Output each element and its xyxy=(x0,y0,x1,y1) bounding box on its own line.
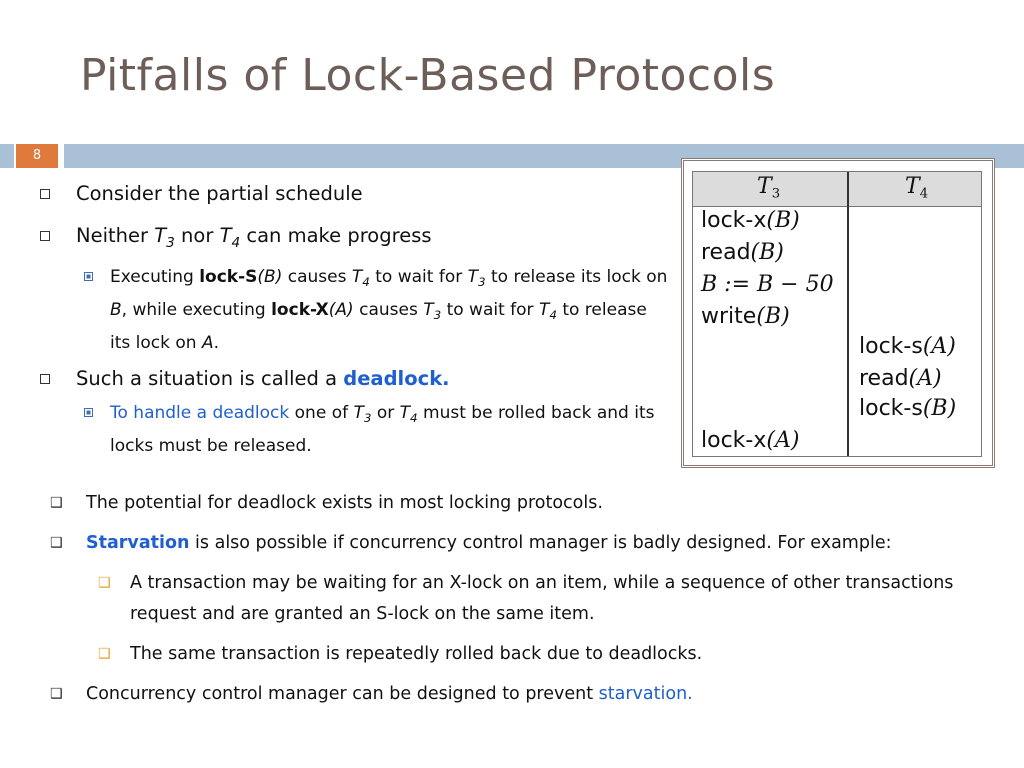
header-t4 xyxy=(905,174,928,202)
header-letter: T xyxy=(905,174,920,199)
slide-number: 8 xyxy=(16,144,58,168)
sub-3: 3 xyxy=(166,234,175,251)
op: read xyxy=(859,366,909,391)
sub-3: 3 xyxy=(363,411,372,426)
bullet-situation xyxy=(40,365,670,393)
op: lock-x xyxy=(701,208,767,233)
t4-step-2 xyxy=(859,366,942,391)
subbullet-x-lock xyxy=(46,568,986,630)
schedule-table-frame xyxy=(681,158,995,468)
handle-deadlock-link[interactable]: To handle a deadlock xyxy=(110,403,290,424)
t4-step-1 xyxy=(859,334,956,359)
header-bar-left xyxy=(0,144,14,168)
t3-step-2 xyxy=(701,240,784,265)
op: lock-s xyxy=(859,396,923,421)
text: to wait for xyxy=(369,266,468,287)
text: Such a situation is called a xyxy=(76,367,344,391)
arg: B := B − 50 xyxy=(701,272,834,297)
var-t4: T xyxy=(538,299,550,320)
text: causes xyxy=(282,266,352,287)
text: to release its lock on xyxy=(485,266,668,287)
text: nor xyxy=(174,224,220,247)
t3-step-5 xyxy=(701,428,799,453)
subbullet-rolled-back xyxy=(46,639,986,670)
starvation-term: Starvation xyxy=(86,533,190,553)
schedule-table xyxy=(692,171,982,457)
slide-title: Pitfalls of Lock-Based Protocols xyxy=(80,50,776,101)
var-b: B xyxy=(110,299,122,320)
sub-3: 3 xyxy=(478,274,486,289)
bullet-potential xyxy=(46,488,986,519)
text: Executing xyxy=(110,266,200,287)
t3-step-4 xyxy=(701,304,790,329)
text: . xyxy=(213,333,219,354)
arg: (B) xyxy=(756,304,790,329)
lower-bullets xyxy=(46,488,986,719)
t4-step-3 xyxy=(859,396,956,421)
bullet-neither xyxy=(40,222,670,257)
deadlock-term: deadlock xyxy=(343,367,443,391)
bullet-text: A transaction may be waiting for an X-lock on an item, while a sequence of other transactions request and are granted an S-lock on the same item. xyxy=(130,573,954,624)
bullet-text: Consider the partial schedule xyxy=(76,182,363,205)
var-t3: T xyxy=(353,403,364,424)
text: to wait for xyxy=(441,299,539,320)
op: read xyxy=(701,240,751,265)
t3-step-1 xyxy=(701,208,800,233)
bullet-prevent xyxy=(46,679,986,710)
arg: (A) xyxy=(908,366,942,391)
bullet-text: is also possible if concurrency control manager is badly designed. For example: xyxy=(189,533,892,553)
arg-a: (A) xyxy=(328,299,354,320)
header-letter: T xyxy=(757,174,772,199)
text: causes xyxy=(353,299,424,320)
var-t3: T xyxy=(467,266,479,287)
var-a: A xyxy=(201,333,214,354)
bullet-starvation xyxy=(46,528,986,559)
schedule-header xyxy=(693,172,981,207)
sub-4: 4 xyxy=(231,234,241,251)
sub-4: 4 xyxy=(410,411,418,426)
arg: (A) xyxy=(766,428,800,453)
var-t3: T xyxy=(423,299,434,320)
upper-bullets xyxy=(40,180,670,468)
arg: (B) xyxy=(750,240,784,265)
var-t4: T xyxy=(351,266,363,287)
lock-x-term: lock-X xyxy=(271,299,329,320)
text: must be rolled back and its locks must be released. xyxy=(110,403,655,457)
op: write xyxy=(701,304,757,329)
bullet-consider xyxy=(40,180,670,208)
op: lock-s xyxy=(859,334,923,359)
bullet-text: The same transaction is repeatedly rolled back due to deadlocks. xyxy=(130,644,703,664)
text: one of xyxy=(289,403,354,424)
header-t3 xyxy=(757,174,780,202)
arg: (B) xyxy=(922,396,957,421)
sub-4: 4 xyxy=(549,308,557,323)
arg: (A) xyxy=(922,334,956,359)
bullet-text: Concurrency control manager can be designed to prevent xyxy=(86,684,599,704)
arg-b: (B) xyxy=(257,266,283,287)
text: Neither xyxy=(76,224,155,247)
lock-s-term: lock-S xyxy=(199,266,258,287)
bullet-text: The potential for deadlock exists in most locking protocols. xyxy=(86,493,603,513)
header-sub: 4 xyxy=(919,186,929,202)
op: lock-x xyxy=(701,428,767,453)
header-sub: 3 xyxy=(771,186,781,202)
text: or xyxy=(371,403,400,424)
t3-step-3 xyxy=(701,272,834,297)
var-t4: T xyxy=(219,224,232,247)
subbullet-handle xyxy=(40,399,670,460)
text: , while executing xyxy=(121,299,272,320)
subbullet-executing xyxy=(40,263,670,357)
text: to release its lock on xyxy=(110,299,647,354)
sub-3: 3 xyxy=(433,308,442,323)
column-divider xyxy=(847,172,849,456)
var-t3: T xyxy=(154,224,167,247)
arg: (B) xyxy=(766,208,800,233)
var-t4: T xyxy=(399,403,411,424)
period: . xyxy=(442,367,450,391)
sub-4: 4 xyxy=(362,274,370,289)
starvation-link[interactable]: starvation. xyxy=(598,684,693,704)
text: can make progress xyxy=(240,224,432,247)
